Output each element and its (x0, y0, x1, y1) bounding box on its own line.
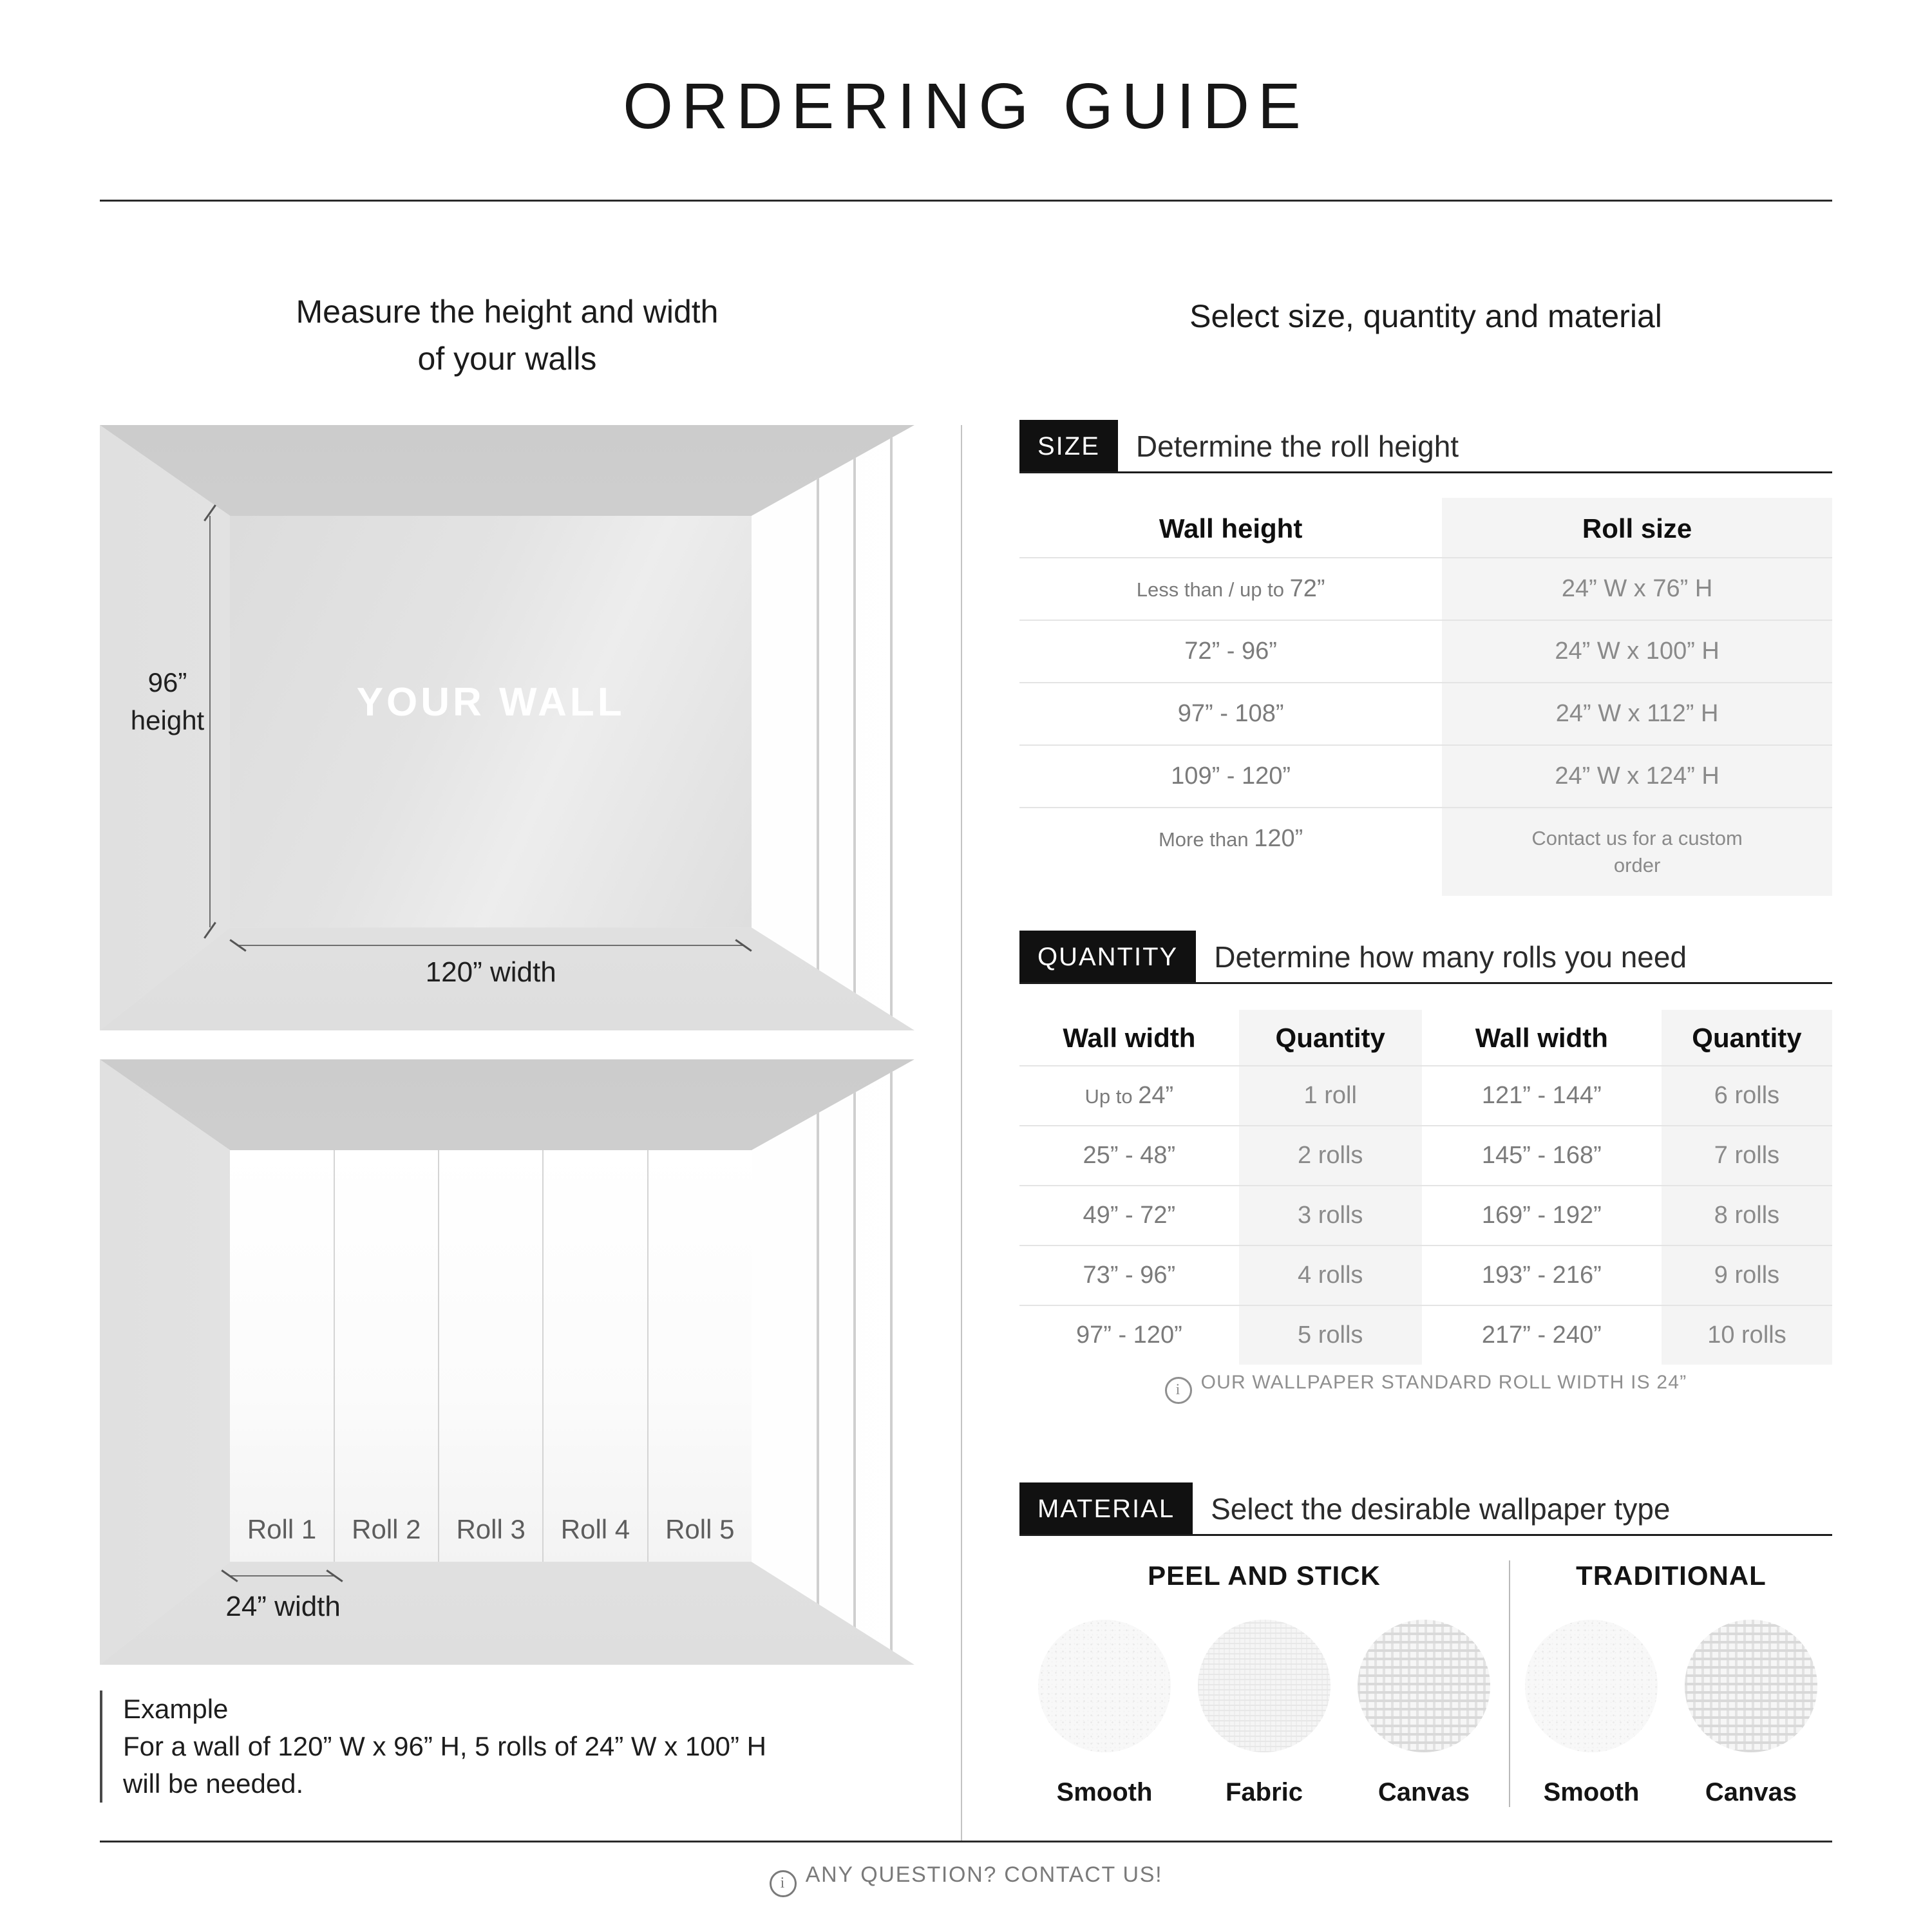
footer-contact-note[interactable] (0, 1862, 1932, 1897)
swatch-label: Smooth (1056, 1778, 1153, 1806)
material-badge: MATERIAL (1019, 1482, 1193, 1534)
table-row (1019, 807, 1832, 896)
quantity-cell: 9 rolls (1662, 1246, 1832, 1305)
swatch-canvas[interactable] (1358, 1620, 1490, 1807)
peel-and-stick-swatches (1038, 1620, 1490, 1807)
wall-width-cell: 121” - 144” (1481, 1082, 1602, 1109)
roll-panel (544, 1150, 648, 1562)
wall-height-prefix: Less than / up to (1136, 578, 1290, 601)
swatch-label: Canvas (1378, 1778, 1470, 1806)
measure-heading (100, 289, 914, 382)
roll-size-cell: 24” W x 124” H (1442, 746, 1832, 807)
table-row (1019, 557, 1832, 620)
swatch-label: Smooth (1543, 1778, 1640, 1806)
wall-width-cell: 73” - 96” (1083, 1262, 1176, 1289)
quantity-table-header-row (1019, 1010, 1832, 1065)
size-table-header-row (1019, 498, 1832, 557)
quantity-cell: 7 rolls (1662, 1126, 1832, 1185)
window-mullion (890, 425, 893, 1030)
material-subtitle: Select the desirable wallpaper type (1211, 1492, 1671, 1526)
peel-and-stick-title: PEEL AND STICK (1148, 1560, 1381, 1591)
size-badge: SIZE (1019, 420, 1118, 471)
height-value: 96” (147, 667, 187, 698)
custom-order-text: Contact us for a custom order (1531, 827, 1743, 876)
roll-size-cell: 24” W x 76” H (1442, 558, 1832, 620)
col-wall-width-1: Wall width (1063, 1023, 1196, 1053)
wall-width-cell: 169” - 192” (1481, 1202, 1602, 1229)
quantity-section (1019, 931, 1832, 1365)
swatch-label: Fabric (1225, 1778, 1303, 1806)
quantity-section-header (1019, 931, 1832, 984)
window-mullion (817, 425, 819, 1030)
roll-label: Roll 4 (560, 1514, 630, 1545)
room-illustration-measure (100, 425, 914, 1030)
room-illustration-rolls (100, 1059, 914, 1665)
table-row (1019, 1185, 1832, 1245)
traditional-swatches (1525, 1620, 1817, 1807)
table-row (1019, 620, 1832, 682)
wallpaper-roll-panels (230, 1150, 752, 1562)
wall-height-value: 120” (1254, 825, 1303, 852)
table-row (1019, 744, 1832, 807)
quantity-cell: 10 rolls (1662, 1306, 1832, 1365)
footer-divider (100, 1841, 1832, 1842)
wall-width-value: 24” (1138, 1082, 1174, 1109)
quantity-badge: QUANTITY (1019, 931, 1196, 982)
size-section (1019, 420, 1832, 896)
window-mullion (853, 1059, 856, 1665)
roll-label: Roll 5 (665, 1514, 735, 1545)
column-divider (961, 425, 962, 1842)
wall-width-cell: 217” - 240” (1481, 1321, 1602, 1349)
quantity-cell: 5 rolls (1239, 1306, 1422, 1365)
fabric-texture-circle[interactable] (1198, 1620, 1331, 1752)
height-word: height (130, 705, 205, 736)
size-col-wall-height: Wall height (1159, 513, 1303, 544)
quantity-cell: 2 rolls (1239, 1126, 1422, 1185)
roll-panel (439, 1150, 544, 1562)
roll-width-dimension-line (230, 1575, 334, 1577)
table-row (1019, 1305, 1832, 1365)
col-quantity-1: Quantity (1239, 1010, 1422, 1065)
size-section-header (1019, 420, 1832, 473)
example-line1: For a wall of 120” W x 96” H, 5 rolls of 24” W x 100” H (123, 1730, 766, 1761)
quantity-cell: 8 rolls (1662, 1186, 1832, 1245)
quantity-cell: 6 rolls (1662, 1066, 1832, 1125)
smooth-texture-circle[interactable] (1038, 1620, 1171, 1752)
quantity-cell: 1 roll (1239, 1066, 1422, 1125)
material-groups (1019, 1560, 1832, 1807)
info-icon: i (1165, 1377, 1192, 1404)
wall-width-cell: 145” - 168” (1481, 1142, 1602, 1169)
wall-width-cell (1019, 1066, 1239, 1125)
roll-panel (649, 1150, 752, 1562)
window-mullion (890, 1059, 893, 1665)
roll-width-note (1019, 1372, 1832, 1404)
roll-label: Roll 2 (352, 1514, 421, 1545)
smooth-texture-circle[interactable] (1525, 1620, 1658, 1752)
measure-heading-line1: Measure the height and width (296, 294, 719, 330)
swatch-smooth[interactable] (1038, 1620, 1171, 1807)
window-mullion (853, 425, 856, 1030)
size-subtitle: Determine the roll height (1135, 430, 1459, 463)
material-section (1019, 1482, 1832, 1807)
roll-size-cell: 24” W x 112” H (1442, 683, 1832, 744)
select-heading: Select size, quantity and material (1189, 298, 1662, 334)
table-row (1019, 1125, 1832, 1185)
roll-width-label: 24” width (225, 1591, 341, 1623)
window-mullion (817, 1059, 819, 1665)
swatch-label: Canvas (1705, 1778, 1797, 1806)
wall-width-cell: 49” - 72” (1083, 1202, 1176, 1229)
example-note (100, 1690, 883, 1803)
col-quantity-2: Quantity (1662, 1010, 1832, 1065)
your-wall-label: YOUR WALL (356, 679, 625, 724)
quantity-cell: 3 rolls (1239, 1186, 1422, 1245)
wall-height-value: 109” - 120” (1171, 762, 1291, 790)
roll-size-cell (1442, 808, 1832, 896)
wall-height-cell (1019, 621, 1442, 682)
roll-size-cell: 24” W x 100” H (1442, 621, 1832, 682)
footer-text: ANY QUESTION? CONTACT US! (805, 1862, 1163, 1887)
quantity-cell: 4 rolls (1239, 1246, 1422, 1305)
title-divider (100, 200, 1832, 202)
info-icon: i (770, 1870, 797, 1897)
wall-width-cell: 193” - 216” (1481, 1262, 1602, 1289)
width-label: 120” width (425, 956, 556, 989)
material-group-peel-and-stick (1019, 1560, 1509, 1807)
canvas-texture-circle[interactable] (1358, 1620, 1490, 1752)
page-title: ORDERING GUIDE (623, 70, 1309, 142)
roll-panel (230, 1150, 334, 1562)
quantity-table (1019, 1010, 1832, 1365)
wall-width-cell: 25” - 48” (1083, 1142, 1176, 1169)
roll-label: Roll 1 (247, 1514, 317, 1545)
material-group-traditional (1509, 1560, 1832, 1807)
wall-height-cell (1019, 808, 1442, 896)
quantity-subtitle: Determine how many rolls you need (1214, 940, 1687, 974)
width-dimension-line (238, 945, 743, 946)
material-section-header (1019, 1482, 1832, 1536)
wall-height-value: 72” - 96” (1184, 638, 1277, 665)
wall-height-prefix: More than (1158, 828, 1255, 851)
wall-height-value: 72” (1289, 575, 1325, 602)
table-row (1019, 682, 1832, 744)
swatch-smooth[interactable] (1525, 1620, 1658, 1807)
wall-width-cell: 97” - 120” (1075, 1321, 1182, 1349)
wall-width-prefix: Up to (1084, 1085, 1139, 1108)
wall-height-value: 97” - 108” (1177, 700, 1284, 727)
table-row (1019, 1245, 1832, 1305)
col-wall-width-2: Wall width (1475, 1023, 1608, 1053)
size-col-roll-size: Roll size (1442, 498, 1832, 557)
height-label (100, 664, 235, 740)
wall-height-cell (1019, 558, 1442, 620)
size-table (1019, 498, 1832, 896)
swatch-canvas[interactable] (1685, 1620, 1817, 1807)
wall-height-cell (1019, 683, 1442, 744)
roll-panel (335, 1150, 439, 1562)
example-line2: will be needed. (123, 1768, 304, 1799)
table-row (1019, 1065, 1832, 1125)
canvas-texture-circle[interactable] (1685, 1620, 1817, 1752)
roll-width-note-text: OUR WALLPAPER STANDARD ROLL WIDTH IS 24” (1200, 1372, 1687, 1393)
wall-height-cell (1019, 746, 1442, 807)
roll-label: Roll 3 (456, 1514, 526, 1545)
swatch-fabric[interactable] (1198, 1620, 1331, 1807)
example-heading: Example (123, 1694, 229, 1724)
measure-heading-line2: of your walls (417, 340, 597, 377)
traditional-title: TRADITIONAL (1576, 1560, 1766, 1591)
